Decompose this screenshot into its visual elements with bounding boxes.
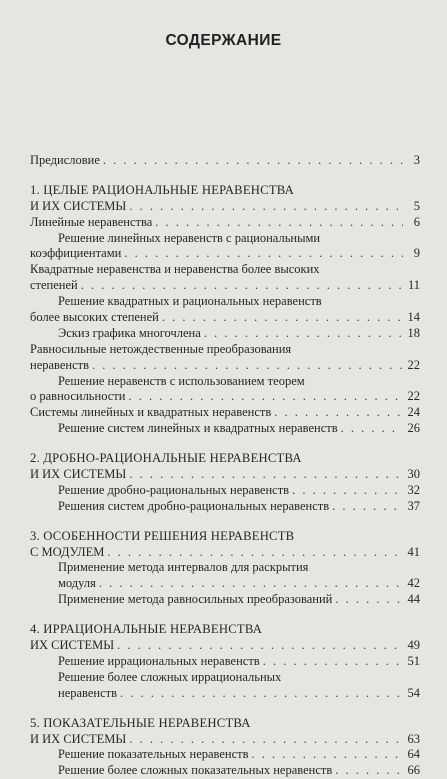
toc-gap [30,437,420,451]
toc-page-number: 41 [407,544,420,559]
dot-leader [155,215,403,231]
toc-page-number: 3 [413,153,420,167]
toc-entry [30,763,420,779]
toc-entry [30,467,420,483]
toc-page-number: 6 [413,214,420,229]
toc-entry-title: Решение неравенств с использованием теорем [58,373,305,388]
toc-entry [30,246,420,262]
toc-page-number: 14 [407,310,420,325]
toc-entry [30,732,420,748]
toc-entry-line [30,560,420,576]
toc-section-heading [30,622,420,638]
toc-entry-title: С МОДУЛЕМ [30,544,105,559]
toc-page-number: 51 [407,653,420,668]
toc-page-number: 63 [407,731,420,746]
toc-entry-title: 2. ДРОБНО-РАЦИОНАЛЬНЫЕ НЕРАВЕНСТВА [30,451,302,466]
toc-entry-title: Применение метода равносильных преобразований [58,592,333,607]
toc-page-number: 22 [407,389,420,404]
toc-entry [30,483,420,499]
toc-page-number: 24 [407,405,420,420]
toc-entry-title: более высоких степеней [30,310,159,325]
toc-gap [30,169,420,183]
toc-entry [30,405,420,421]
toc-entry [30,545,420,561]
toc-entry-title: И ИХ СИСТЕМЫ [30,731,127,746]
toc-page-number: 18 [407,325,420,340]
dot-leader [129,467,403,483]
toc-section-heading [30,529,420,545]
toc-entry-title: Системы линейных и квадратных неравенств [30,405,272,420]
toc-page-number: 42 [407,576,420,591]
toc-entry [30,389,420,405]
toc-entry [30,576,420,592]
dot-leader [103,153,403,169]
toc-entry-title: 3. ОСОБЕННОСТИ РЕШЕНИЯ НЕРАВЕНСТВ [30,528,295,543]
dot-leader [292,483,403,499]
toc-entry [30,638,420,654]
dot-leader [162,310,403,326]
dot-leader [99,576,403,592]
toc-entry [30,153,420,169]
toc-entry-title: Предисловие [30,153,100,167]
dot-leader [117,638,403,654]
toc-entry-title: И ИХ СИСТЕМЫ [30,467,127,482]
toc-entry-title: Решение иррациональных неравенств [58,653,260,668]
toc-entry [30,686,420,702]
toc-page-number: 44 [407,592,420,607]
toc-entry-title: Квадратные неравенства и неравенства более высоких [30,262,320,277]
toc-entry-title: 1. ЦЕЛЫЕ РАЦИОНАЛЬНЫЕ НЕРАВЕНСТВА [30,182,294,197]
toc-entry-line [30,374,420,390]
toc-page-number: 32 [407,482,420,497]
toc-entry-title: Решение более сложных иррациональных [58,669,282,684]
toc-entry [30,421,420,437]
toc-entry [30,215,420,231]
toc-page-number: 11 [407,278,420,293]
table-of-contents [30,153,420,779]
toc-gap [30,515,420,529]
toc-entry-title: Решение дробно-рациональных неравенств [58,482,290,497]
dot-leader [120,686,403,702]
toc-entry [30,199,420,215]
toc-section-heading [30,451,420,467]
toc-page-number: 37 [407,498,420,513]
dot-leader [341,421,403,437]
toc-page-number: 66 [407,763,420,778]
toc-entry-title: Решение квадратных и рациональных неравенств [58,294,322,309]
dot-leader [335,763,403,779]
toc-entry-line [30,342,420,358]
dot-leader [332,499,403,515]
toc-entry [30,499,420,515]
dot-leader [128,389,403,405]
dot-leader [107,545,403,561]
dot-leader [129,199,403,215]
toc-page-number: 26 [407,421,420,436]
toc-entry-title: Решение линейных неравенств с рациональными [58,230,321,245]
dot-leader [274,405,403,421]
dot-leader [335,592,403,608]
toc-page-number: 22 [407,357,420,372]
toc-entry-title: степеней [30,278,78,293]
toc-gap [30,702,420,716]
toc-entry-title: Эскиз графика многочлена [58,325,201,340]
toc-entry-title: Решение систем линейных и квадратных неравенств [58,421,338,436]
toc-entry-line [30,231,420,247]
dot-leader [92,358,403,374]
toc-entry-title: 4. ИРРАЦИОНАЛЬНЫЕ НЕРАВЕНСТВА [30,622,263,637]
toc-entry-title: ИХ СИСТЕМЫ [30,638,115,653]
toc-section-heading [30,183,420,199]
dot-leader [263,654,403,670]
toc-entry-title: неравенств [58,685,118,700]
toc-page-number: 49 [407,638,420,653]
toc-section-heading [30,716,420,732]
toc-entry-line [30,262,420,278]
toc-entry-title: 5. ПОКАЗАТЕЛЬНЫЕ НЕРАВЕНСТВА [30,715,251,730]
toc-entry [30,326,420,342]
toc-entry-line [30,294,420,310]
toc-entry [30,278,420,294]
dot-leader [204,326,403,342]
page-title: СОДЕРЖАНИЕ [165,32,282,49]
toc-page-number: 9 [413,246,420,261]
toc-entry-title: И ИХ СИСТЕМЫ [30,198,127,213]
toc-entry-title: коэффициентами [30,246,122,261]
toc-page-number: 64 [407,747,420,762]
toc-entry-title: Применение метода интервалов для раскрытия [58,560,309,575]
toc-entry-title: о равносильности [30,389,126,404]
toc-page-number: 5 [413,198,420,213]
toc-entry-line [30,670,420,686]
toc-page-number: 54 [407,685,420,700]
toc-entry-title: Решение более сложных показательных неравенств [58,763,333,778]
dot-leader [81,278,403,294]
toc-page-number: 30 [407,467,420,482]
toc-entry-title: неравенств [30,357,90,372]
toc-entry [30,310,420,326]
toc-entry-title: Решения систем дробно-рациональных неравенств [58,498,330,513]
toc-entry-title: Равносильные нетождественные преобразования [30,341,292,356]
toc-entry-title: Решение показательных неравенств [58,747,249,762]
toc-entry-title: модуля [58,576,96,591]
dot-leader [124,246,403,262]
toc-entry [30,654,420,670]
dot-leader [129,732,403,748]
toc-entry [30,358,420,374]
toc-entry [30,592,420,608]
toc-gap [30,608,420,622]
toc-entry-title: Линейные неравенства [30,214,153,229]
